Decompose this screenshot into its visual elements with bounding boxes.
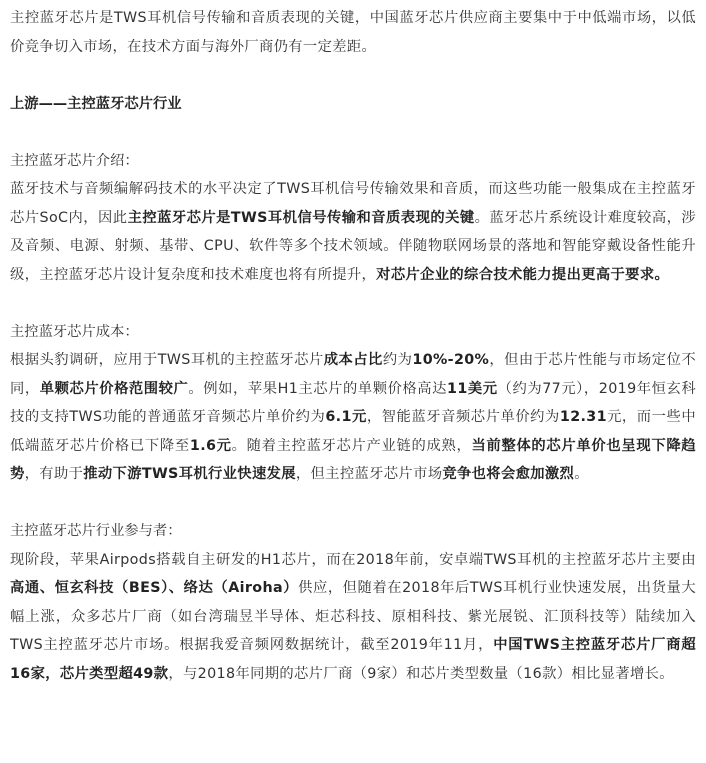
text-run: （约为77元），2019年恒玄科技的支持TWS功能的普通蓝牙音频芯片单价约为 — [10, 380, 697, 425]
text-run: ，但主控蓝牙芯片市场 — [295, 466, 443, 482]
bold-text-run: 高通、恒玄科技（BES）、络达（Airoha） — [10, 580, 299, 596]
cost-section-paragraph — [10, 346, 696, 489]
bold-text-run: 主控蓝牙芯片是TWS耳机信号传输和音质表现的关键 — [127, 209, 475, 226]
text-run: 。蓝牙芯片系统设计难度较高，涉及音频、电源、射频、基带、CPU、软件等多个技术领域。伴随物联网场景的落地和智能穿戴设备性能升级，主控蓝牙芯片设计复杂度和技术难度也将有所提升， — [10, 209, 697, 283]
text-run: ，但由于芯片性能与市场定位不同， — [10, 352, 696, 397]
bold-text-run: 11美元 — [447, 380, 498, 397]
spacer — [10, 118, 696, 147]
text-run: ，智能蓝牙音频芯片单价约为 — [366, 409, 560, 425]
spacer — [10, 289, 696, 318]
text-run: 元，而一些中低端蓝牙芯片价格已下降至 — [10, 409, 696, 454]
text-run: 约为 — [382, 352, 413, 368]
bold-text-run: 对芯片企业的综合技术能力提出更高于要求。 — [376, 266, 670, 283]
text-run: 。 — [574, 466, 589, 482]
spacer — [10, 61, 696, 90]
players-section-heading: 主控蓝牙芯片行业参与者： — [10, 523, 182, 539]
text-run: ，有助于 — [24, 466, 84, 482]
intro-section-heading: 主控蓝牙芯片介绍： — [10, 152, 139, 169]
bold-text-run: 12.31 — [559, 409, 607, 425]
spacer — [10, 489, 696, 518]
bold-text-run: 成本占比 — [323, 352, 383, 368]
bold-text-run: 6.1元 — [325, 409, 367, 425]
intro-paragraph: 主控蓝牙芯片是TWS耳机信号传输和音质表现的关键，中国蓝牙芯片供应商主要集中于中低端市场，以低价竞争切入市场，在技术方面与海外厂商仍有一定差距。 — [10, 10, 696, 55]
bold-text-run: 中国TWS主控蓝牙芯片厂商超16家，芯片类型超49款 — [10, 637, 696, 682]
intro-section-paragraph — [10, 175, 696, 289]
text-run: 供应，但随着在2018年后TWS耳机行业快速发展，出货量大幅上涨，众多芯片厂商（如台湾瑞昱半导体、炬芯科技、原相科技、紫光展锐、汇顶科技等）陆续加入TWS主控蓝牙芯片市场。根据我爱音频网数据统计，截至2019年11月， — [10, 580, 696, 653]
bold-text-run: 10%-20% — [412, 352, 490, 368]
bold-text-run: 1.6元 — [189, 437, 232, 454]
players-section-paragraph — [10, 546, 696, 689]
text-run: 蓝牙技术与音频编解码技术的水平决定了TWS耳机信号传输效果和音质，而这些功能一般集成在主控蓝牙芯片SoC内，因此 — [10, 181, 696, 226]
text-run: 。例如，苹果H1主芯片的单颗价格高达 — [188, 380, 448, 397]
cost-section-heading: 主控蓝牙芯片成本： — [10, 323, 139, 340]
text-run: 根据头豹调研，应用于TWS耳机的主控蓝牙芯片 — [10, 352, 324, 368]
bold-text-run: 竞争也将会愈加激烈 — [442, 466, 575, 482]
text-run: 现阶段，苹果Airpods搭载自主研发的H1芯片，而在2018年前，安卓端TWS耳机的主控蓝牙芯片主要由 — [10, 551, 696, 568]
text-run: ，与2018年同期的芯片厂商（9家）和芯片类型数量（16款）相比显著增长。 — [168, 665, 674, 682]
bold-text-run: 推动下游TWS耳机行业快速发展 — [83, 466, 296, 482]
bold-text-run: 当前整体的芯片单价也呈现下降趋势 — [10, 437, 696, 482]
section-title: 上游——主控蓝牙芯片行业 — [10, 95, 182, 112]
bold-text-run: 单颗芯片价格范围较广 — [39, 380, 189, 397]
text-run: 。随着主控蓝牙芯片产业链的成熟， — [231, 437, 472, 454]
